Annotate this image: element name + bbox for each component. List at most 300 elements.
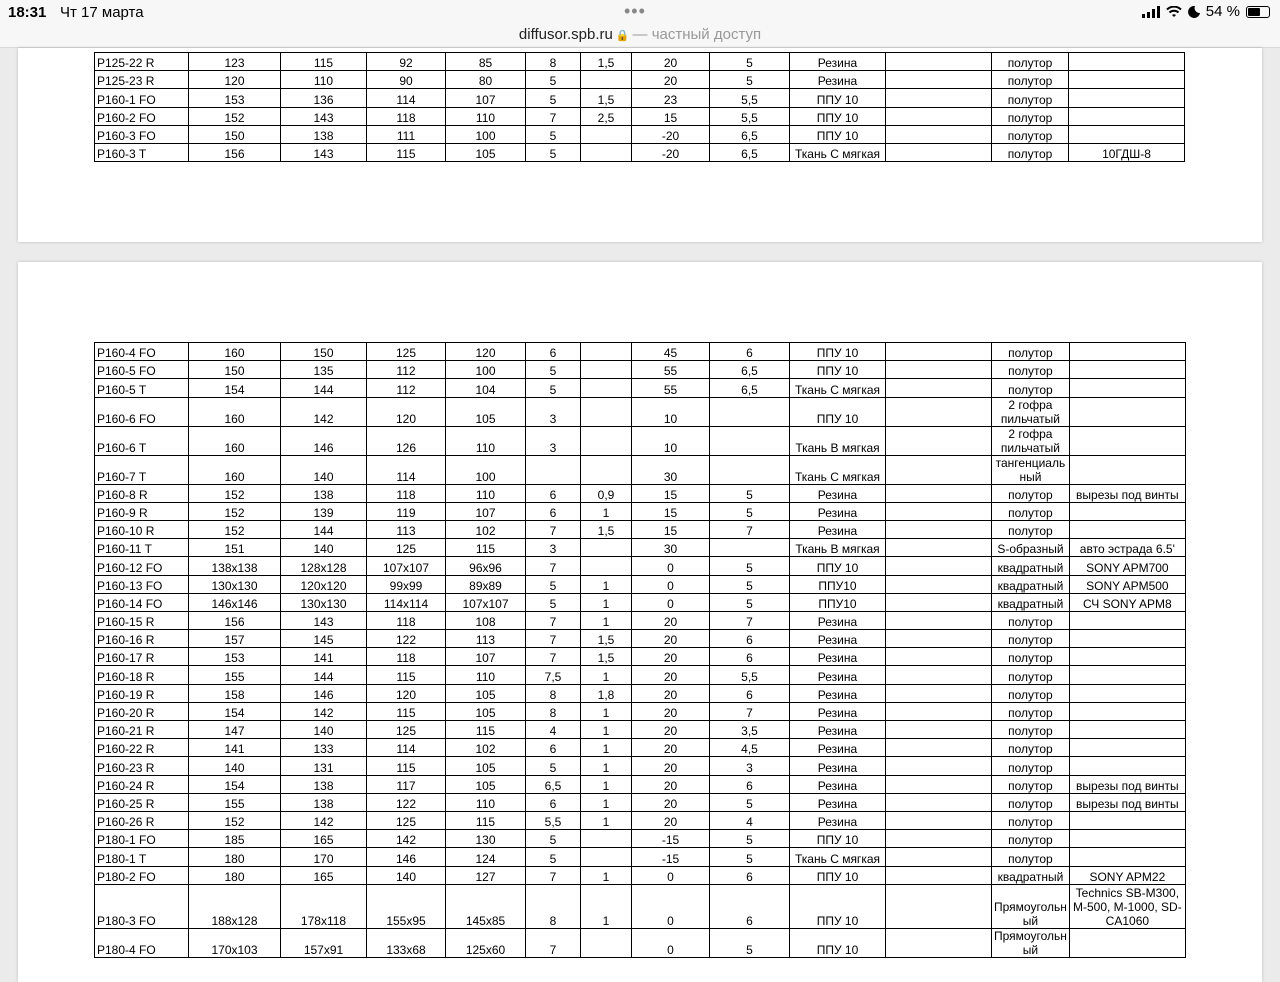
- table-cell: Ткань В мягкая: [790, 426, 886, 455]
- table-cell: 20: [632, 793, 710, 811]
- table-cell: [886, 107, 992, 125]
- table-cell: 120: [367, 397, 446, 426]
- table-row: [95, 928, 1186, 957]
- table-cell: 5: [526, 361, 581, 379]
- table-cell: полутор: [992, 775, 1070, 793]
- table-row: [95, 648, 1186, 666]
- table-cell: P160-24 R: [95, 775, 189, 793]
- table-cell: 15: [632, 520, 710, 538]
- table-cell: квадратный: [992, 575, 1070, 593]
- table-cell: 107: [446, 89, 526, 107]
- table-cell: 107: [446, 648, 526, 666]
- table-cell: 3: [526, 539, 581, 557]
- table-cell: тангенциаль ный: [992, 455, 1070, 484]
- multitasking-dots-icon[interactable]: •••: [624, 1, 646, 21]
- table-cell: [886, 884, 992, 928]
- table-cell: [581, 143, 632, 161]
- table-cell: [581, 125, 632, 143]
- table-cell: [581, 426, 632, 455]
- table-cell: 140: [367, 866, 446, 884]
- table-cell: ППУ 10: [790, 928, 886, 957]
- status-date: Чт 17 марта: [60, 4, 144, 21]
- table-cell: 115: [367, 666, 446, 684]
- table-cell: 1: [581, 721, 632, 739]
- table-cell: 90: [367, 71, 446, 89]
- table-cell: 130x130: [189, 575, 281, 593]
- table-cell: [710, 455, 790, 484]
- table-cell: 6: [710, 775, 790, 793]
- table-cell: 7: [526, 630, 581, 648]
- table-cell: 138: [281, 793, 367, 811]
- table-cell: 1: [581, 666, 632, 684]
- table-cell: 140: [281, 455, 367, 484]
- table-row: [95, 343, 1186, 361]
- table-cell: 80: [446, 71, 526, 89]
- table-cell: 111: [367, 125, 446, 143]
- specs-table-1: [94, 52, 1185, 162]
- table-cell: 5: [526, 830, 581, 848]
- lock-icon: 🔒: [615, 30, 630, 42]
- table-cell: 5: [710, 593, 790, 611]
- table-cell: 125: [367, 343, 446, 361]
- table-cell: 105: [446, 143, 526, 161]
- table-cell: 118: [367, 648, 446, 666]
- table-cell: 1: [581, 502, 632, 520]
- table-cell: 1: [581, 739, 632, 757]
- table-cell: 5,5: [710, 666, 790, 684]
- table-cell: [1069, 630, 1185, 648]
- table-cell: P160-15 R: [95, 611, 189, 629]
- table-cell: ППУ 10: [790, 397, 886, 426]
- table-cell: P160-19 R: [95, 684, 189, 702]
- table-row: [95, 520, 1186, 538]
- table-row: [95, 143, 1185, 161]
- table-cell: 188x128: [189, 884, 281, 928]
- table-cell: [1069, 125, 1185, 143]
- table-cell: квадратный: [992, 557, 1070, 575]
- table-cell: 107x107: [446, 593, 526, 611]
- table-row: [95, 484, 1186, 502]
- table-cell: полутор: [992, 702, 1070, 720]
- table-cell: 155x95: [367, 884, 446, 928]
- table-cell: [581, 71, 632, 89]
- table-cell: 113: [367, 520, 446, 538]
- table-cell: 2,5: [581, 107, 632, 125]
- table-cell: 130x130: [281, 593, 367, 611]
- table-row: [95, 666, 1186, 684]
- table-row: [95, 848, 1186, 866]
- table-cell: P160-2 FO: [95, 107, 189, 125]
- table-cell: [1069, 343, 1185, 361]
- table-cell: ППУ 10: [790, 89, 886, 107]
- table-cell: 6: [526, 739, 581, 757]
- table-cell: [886, 928, 992, 957]
- table-cell: 5: [710, 575, 790, 593]
- table-cell: 5: [710, 502, 790, 520]
- table-cell: [1069, 71, 1185, 89]
- table-cell: 20: [632, 684, 710, 702]
- table-cell: 7: [526, 866, 581, 884]
- table-row: [95, 53, 1185, 71]
- table-cell: 5: [526, 89, 581, 107]
- table-cell: 119: [367, 502, 446, 520]
- table-cell: 0: [632, 593, 710, 611]
- table-row: [95, 811, 1186, 829]
- table-cell: 0: [632, 866, 710, 884]
- table-cell: 45: [632, 343, 710, 361]
- table-cell: 3: [710, 757, 790, 775]
- table-cell: 6: [710, 343, 790, 361]
- table-cell: 1: [581, 611, 632, 629]
- table-cell: 138x138: [189, 557, 281, 575]
- table-cell: 140: [281, 539, 367, 557]
- table-row: [95, 71, 1185, 89]
- table-cell: [886, 648, 992, 666]
- table-cell: полутор: [992, 611, 1070, 629]
- table-cell: [886, 71, 992, 89]
- table-cell: 154: [189, 379, 281, 397]
- table-cell: 4: [710, 811, 790, 829]
- table-cell: 143: [281, 107, 367, 125]
- table-cell: [1069, 666, 1185, 684]
- table-cell: P160-17 R: [95, 648, 189, 666]
- table-cell: P180-3 FO: [95, 884, 189, 928]
- table-cell: Ткань С мягкая: [790, 455, 886, 484]
- table-cell: 152: [189, 811, 281, 829]
- table-cell: 110: [446, 793, 526, 811]
- table-cell: Ткань С мягкая: [790, 379, 886, 397]
- table-cell: 125x60: [446, 928, 526, 957]
- table-cell: 20: [632, 721, 710, 739]
- table-cell: 6: [526, 343, 581, 361]
- table-cell: 125: [367, 811, 446, 829]
- table-cell: P160-14 FO: [95, 593, 189, 611]
- table-cell: 135: [281, 361, 367, 379]
- table-cell: вырезы под винты: [1069, 484, 1185, 502]
- table-cell: 112: [367, 361, 446, 379]
- table-cell: [886, 125, 992, 143]
- table-cell: 7: [710, 611, 790, 629]
- table-cell: 180: [189, 866, 281, 884]
- table-cell: 120: [367, 684, 446, 702]
- table-cell: 123: [189, 53, 281, 71]
- table-cell: 147: [189, 721, 281, 739]
- table-cell: 1,8: [581, 684, 632, 702]
- table-cell: полутор: [992, 71, 1069, 89]
- table-cell: [886, 684, 992, 702]
- table-cell: 0: [632, 575, 710, 593]
- table-cell: 178x118: [281, 884, 367, 928]
- table-cell: 105: [446, 702, 526, 720]
- table-cell: [886, 775, 992, 793]
- table-cell: [886, 455, 992, 484]
- table-cell: 99x99: [367, 575, 446, 593]
- table-cell: 139: [281, 502, 367, 520]
- table-cell: полутор: [992, 143, 1069, 161]
- table-cell: полутор: [992, 53, 1069, 71]
- table-cell: 185: [189, 830, 281, 848]
- table-cell: [581, 397, 632, 426]
- table-cell: 20: [632, 739, 710, 757]
- table-cell: Ткань В мягкая: [790, 539, 886, 557]
- table-cell: 151: [189, 539, 281, 557]
- table-cell: 7: [526, 928, 581, 957]
- table-cell: P160-22 R: [95, 739, 189, 757]
- table-cell: 6,5: [710, 125, 790, 143]
- table-cell: Technics SB-M300, M-500, M-1000, SD-CA1060: [1069, 884, 1185, 928]
- table-cell: 5: [526, 848, 581, 866]
- table-cell: [1069, 702, 1185, 720]
- table-cell: [886, 702, 992, 720]
- table-cell: 115: [281, 53, 367, 71]
- table-cell: P160-11 T: [95, 539, 189, 557]
- table-cell: [886, 848, 992, 866]
- table-cell: [1069, 455, 1185, 484]
- table-cell: [581, 928, 632, 957]
- table-cell: полутор: [992, 848, 1070, 866]
- table-cell: полутор: [992, 684, 1070, 702]
- table-cell: 160: [189, 426, 281, 455]
- table-cell: 100: [446, 361, 526, 379]
- table-cell: полутор: [992, 484, 1070, 502]
- table-cell: [1069, 757, 1185, 775]
- table-cell: 7: [526, 611, 581, 629]
- table-cell: 143: [281, 143, 367, 161]
- table-cell: Ткань С мягкая: [790, 848, 886, 866]
- table-cell: 118: [367, 611, 446, 629]
- table-cell: ППУ 10: [790, 107, 886, 125]
- table-row: [95, 89, 1185, 107]
- table-row: [95, 757, 1186, 775]
- table-cell: ППУ 10: [790, 884, 886, 928]
- table-cell: 1: [581, 866, 632, 884]
- table-cell: 20: [632, 630, 710, 648]
- table-cell: 114x114: [367, 593, 446, 611]
- table-cell: 8: [526, 53, 581, 71]
- table-row: [95, 125, 1185, 143]
- table-cell: Резина: [790, 775, 886, 793]
- table-cell: [581, 379, 632, 397]
- table-row: [95, 379, 1186, 397]
- table-cell: 1: [581, 775, 632, 793]
- table-cell: 20: [632, 775, 710, 793]
- table-cell: 100: [446, 455, 526, 484]
- table-cell: Резина: [790, 739, 886, 757]
- battery-icon: [1246, 6, 1270, 18]
- table-cell: Резина: [790, 71, 886, 89]
- table-cell: 124: [446, 848, 526, 866]
- table-cell: ППУ10: [790, 593, 886, 611]
- table-cell: Резина: [790, 611, 886, 629]
- table-row: [95, 684, 1186, 702]
- table-cell: 5: [526, 575, 581, 593]
- table-cell: полутор: [992, 648, 1070, 666]
- table-cell: SONY APM700: [1069, 557, 1185, 575]
- table-cell: [886, 343, 992, 361]
- table-cell: ППУ 10: [790, 557, 886, 575]
- table-cell: [1069, 928, 1185, 957]
- table-cell: [886, 866, 992, 884]
- table-cell: ППУ 10: [790, 125, 886, 143]
- table-cell: ППУ10: [790, 575, 886, 593]
- table-cell: [710, 397, 790, 426]
- table-row: [95, 702, 1186, 720]
- table-cell: 110: [446, 484, 526, 502]
- table-cell: 110: [446, 426, 526, 455]
- table-cell: 5: [526, 125, 581, 143]
- table-cell: 5,5: [710, 89, 790, 107]
- table-cell: 142: [367, 830, 446, 848]
- table-cell: Прямоугольн ый: [992, 884, 1070, 928]
- table-cell: 146: [367, 848, 446, 866]
- table-cell: 117: [367, 775, 446, 793]
- table-cell: 6: [710, 866, 790, 884]
- table-cell: 102: [446, 739, 526, 757]
- table-cell: P160-4 FO: [95, 343, 189, 361]
- table-cell: 0,9: [581, 484, 632, 502]
- table-cell: P125-23 R: [95, 71, 189, 89]
- table-cell: 130: [446, 830, 526, 848]
- table-cell: 157x91: [281, 928, 367, 957]
- table-cell: [1069, 848, 1185, 866]
- table-cell: полутор: [992, 89, 1069, 107]
- table-cell: 145: [281, 630, 367, 648]
- table-cell: квадратный: [992, 866, 1070, 884]
- table-cell: 114: [367, 89, 446, 107]
- table-cell: полутор: [992, 793, 1070, 811]
- table-cell: P160-5 T: [95, 379, 189, 397]
- table-cell: 5: [710, 484, 790, 502]
- table-cell: 6: [526, 502, 581, 520]
- table-cell: P160-6 T: [95, 426, 189, 455]
- table-cell: 1: [581, 593, 632, 611]
- table-cell: 140: [189, 757, 281, 775]
- table-cell: полутор: [992, 520, 1070, 538]
- table-cell: Резина: [790, 793, 886, 811]
- table-cell: 0: [632, 884, 710, 928]
- table-cell: 8: [526, 684, 581, 702]
- table-row: [95, 539, 1186, 557]
- table-cell: ППУ 10: [790, 343, 886, 361]
- table-cell: 6: [526, 484, 581, 502]
- table-cell: 2 гофра пильчатый: [992, 397, 1070, 426]
- table-cell: [886, 426, 992, 455]
- table-cell: [1069, 830, 1185, 848]
- cellular-signal-icon: [1142, 6, 1160, 18]
- table-cell: 165: [281, 830, 367, 848]
- table-cell: 1: [581, 884, 632, 928]
- table-cell: 7: [526, 557, 581, 575]
- table-cell: 4: [526, 721, 581, 739]
- table-cell: [886, 539, 992, 557]
- table-cell: [886, 397, 992, 426]
- table-cell: 2 гофра пильчатый: [992, 426, 1070, 455]
- table-cell: 7: [526, 520, 581, 538]
- table-row: [95, 866, 1186, 884]
- table-cell: [1069, 611, 1185, 629]
- table-cell: 150: [189, 361, 281, 379]
- table-cell: Резина: [790, 502, 886, 520]
- table-cell: 160: [189, 455, 281, 484]
- table-cell: ППУ 10: [790, 866, 886, 884]
- table-cell: СЧ SONY APM8: [1069, 593, 1185, 611]
- table-cell: P180-4 FO: [95, 928, 189, 957]
- table-cell: 20: [632, 71, 710, 89]
- table-cell: 20: [632, 811, 710, 829]
- table-cell: [581, 539, 632, 557]
- table-cell: [886, 361, 992, 379]
- table-cell: авто эстрада 6.5': [1069, 539, 1185, 557]
- table-cell: 23: [632, 89, 710, 107]
- table-cell: [1069, 107, 1185, 125]
- table-cell: Резина: [790, 520, 886, 538]
- specs-table-2: [94, 342, 1186, 958]
- table-cell: [886, 666, 992, 684]
- table-cell: 170x103: [189, 928, 281, 957]
- table-cell: 154: [189, 702, 281, 720]
- table-cell: 152: [189, 520, 281, 538]
- table-cell: [710, 539, 790, 557]
- table-cell: 133: [281, 739, 367, 757]
- table-cell: 122: [367, 793, 446, 811]
- table-cell: 142: [281, 397, 367, 426]
- table-cell: -20: [632, 143, 710, 161]
- table-cell: P160-21 R: [95, 721, 189, 739]
- table-cell: 55: [632, 379, 710, 397]
- table-cell: [886, 502, 992, 520]
- table-cell: 113: [446, 630, 526, 648]
- table-cell: 7: [710, 702, 790, 720]
- table-cell: 127: [446, 866, 526, 884]
- table-cell: Резина: [790, 721, 886, 739]
- table-cell: P160-25 R: [95, 793, 189, 811]
- table-cell: 150: [281, 343, 367, 361]
- table-cell: Резина: [790, 811, 886, 829]
- privacy-label: — частный доступ: [632, 26, 762, 43]
- table-cell: 102: [446, 520, 526, 538]
- table-cell: 128x128: [281, 557, 367, 575]
- table-cell: 20: [632, 757, 710, 775]
- table-cell: Ткань С мягкая: [790, 143, 886, 161]
- table-cell: [886, 757, 992, 775]
- address-bar[interactable]: [0, 26, 1280, 48]
- table-cell: [1069, 89, 1185, 107]
- table-cell: 6: [710, 630, 790, 648]
- table-cell: 108: [446, 611, 526, 629]
- table-row: [95, 884, 1186, 928]
- table-cell: 142: [281, 702, 367, 720]
- table-cell: [886, 379, 992, 397]
- table-cell: P160-12 FO: [95, 557, 189, 575]
- table-cell: [1069, 520, 1185, 538]
- table-cell: 1,5: [581, 89, 632, 107]
- table-cell: 5: [710, 53, 790, 71]
- table-cell: [886, 53, 992, 71]
- table-cell: 152: [189, 107, 281, 125]
- table-cell: 5,5: [526, 811, 581, 829]
- table-cell: 160: [189, 343, 281, 361]
- table-cell: P160-23 R: [95, 757, 189, 775]
- battery-percent: 54 %: [1205, 3, 1240, 20]
- wifi-icon: [1166, 6, 1182, 18]
- table-cell: 1,5: [581, 630, 632, 648]
- table-cell: 7: [710, 520, 790, 538]
- table-cell: 152: [189, 502, 281, 520]
- table-cell: P160-3 FO: [95, 125, 189, 143]
- table-cell: [886, 89, 992, 107]
- table-cell: ППУ 10: [790, 361, 886, 379]
- table-cell: P160-5 FO: [95, 361, 189, 379]
